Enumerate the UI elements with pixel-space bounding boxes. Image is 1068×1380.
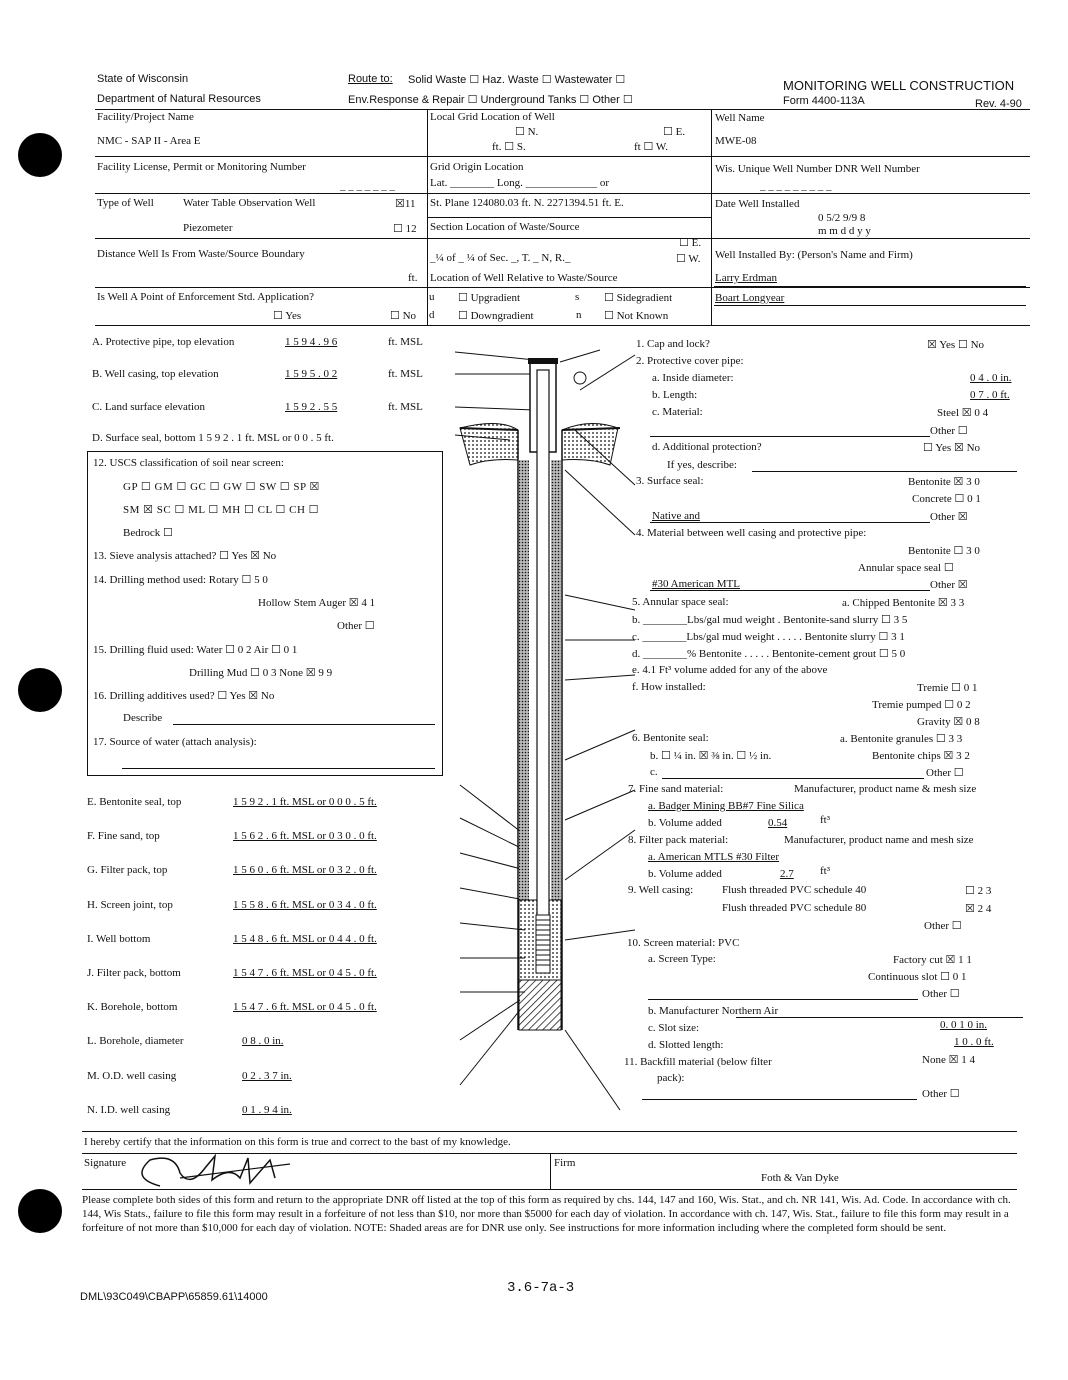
local-grid-n: ☐ N. [515, 126, 539, 138]
item-6a: a. Bentonite granules ☐ 3 3 [840, 733, 963, 745]
state-label: State of Wisconsin [97, 73, 189, 85]
item-11-pack: pack): [657, 1072, 685, 1084]
section-15: 15. Drilling fluid used: Water ☐ 0 2 Air ☐ 0 1 [93, 644, 298, 656]
item-10d-value: 1 0 . 0 ft. [954, 1036, 994, 1048]
item-2a-value: 0 4 . 0 in. [970, 372, 1012, 384]
piezometer-label: Piezometer [183, 222, 233, 234]
item-c-value: 1 5 9 2 . 5 5 [285, 401, 338, 413]
item-3-other: Other ☒ [930, 511, 968, 523]
item-b-label: B. Well casing, top elevation [92, 368, 219, 380]
section-location-value: _¼ of _ ¼ of Sec. _, T. _ N, R._ [430, 252, 571, 264]
item-5c: c. ________Lbs/gal mud weight . . . . . Bentonite slurry ☐ 3 1 [632, 631, 905, 643]
item-10a-other: Other ☐ [922, 988, 960, 1000]
lat-long: Lat. ________ Long. _____________ or [430, 177, 610, 189]
item-3-concrete: Concrete ☐ 0 1 [912, 493, 981, 505]
local-grid-label: Local Grid Location of Well [430, 111, 555, 123]
firm-label: Firm [554, 1157, 576, 1169]
item-e-label: E. Bentonite seal, top [87, 796, 182, 808]
item-10b: b. Manufacturer Northern Air [648, 1005, 779, 1017]
item-10d: d. Slotted length: [648, 1039, 724, 1051]
form-title: MONITORING WELL CONSTRUCTION [783, 78, 1015, 93]
item-6c: c. [650, 766, 658, 778]
item-2-label: 2. Protective cover pipe: [636, 355, 744, 367]
section-17: 17. Source of water (attach analysis): [93, 736, 257, 748]
item-5f-gravity: Gravity ☒ 0 8 [917, 716, 980, 728]
relative-not-known: ☐ Not Known [604, 310, 669, 322]
section-w: ☐ W. [676, 253, 701, 265]
installer-name: Larry Erdman [715, 272, 777, 284]
item-2d-label: d. Additional protection? [652, 441, 762, 453]
form-number: Form 4400-113A [783, 95, 865, 107]
item-2b-label: b. Length: [652, 389, 698, 401]
item-2c-other: Other ☐ [930, 425, 968, 437]
item-l-label: L. Borehole, diameter [87, 1035, 184, 1047]
uscs-row-2: SM ☒ SC ☐ ML ☐ MH ☐ CL ☐ CH ☐ [123, 504, 320, 516]
item-e-value: 1 5 9 2 . 1 ft. MSL or 0 0 0 . 5 ft. [233, 796, 377, 808]
section-12-label: 12. USCS classification of soil near screen: [93, 457, 284, 469]
item-10a-factory: Factory cut ☒ 1 1 [893, 954, 972, 966]
item-j-value: 1 5 4 7 . 6 ft. MSL or 0 4 5 . 0 ft. [233, 967, 377, 979]
item-9-other: Other ☐ [924, 920, 962, 932]
item-8b-unit: ft³ [820, 865, 831, 877]
item-i-label: I. Well bottom [87, 933, 151, 945]
uscs-row-1: GP ☐ GM ☐ GC ☐ GW ☐ SW ☐ SP ☒ [123, 481, 320, 493]
item-10c-value: 0. 0 1 0 in. [940, 1019, 988, 1031]
item-7-label: 7. Fine sand material: [628, 783, 724, 795]
item-1-value: ☒ Yes ☐ No [927, 339, 985, 351]
punch-hole [18, 1189, 62, 1233]
relative-upgradient: ☐ Upgradient [458, 292, 521, 304]
well-diagram [440, 340, 640, 1120]
item-3-bentonite: Bentonite ☒ 3 0 [908, 476, 980, 488]
item-2c-label: c. Material: [652, 406, 703, 418]
item-5b: b. ________Lbs/gal mud weight . Bentonite-sand slurry ☐ 3 5 [632, 614, 908, 626]
installed-by-label: Well Installed By: (Person's Name and Firm) [715, 249, 913, 261]
route-line-2: Env.Response & Repair ☐ Underground Tanks ☐ Other ☐ [348, 94, 633, 106]
signature [120, 1148, 300, 1193]
item-n-label: N. I.D. well casing [87, 1104, 171, 1116]
date-installed-label: Date Well Installed [715, 198, 800, 210]
well-name-label: Well Name [715, 112, 765, 124]
item-8b: b. Volume added [648, 868, 722, 880]
item-k-label: K. Borehole, bottom [87, 1001, 178, 1013]
item-g-value: 1 5 6 0 . 6 ft. MSL or 0 3 2 . 0 ft. [233, 864, 377, 876]
item-f-value: 1 5 6 2 . 6 ft. MSL or 0 3 0 . 0 ft. [233, 830, 377, 842]
type-of-well-code: ☒11 [395, 198, 416, 210]
item-11-label: 11. Backfill material (below filter [624, 1056, 772, 1068]
relative-location-label: Location of Well Relative to Waste/Source [430, 272, 618, 284]
item-9b-value: ☒ 2 4 [965, 903, 992, 915]
item-a-label: A. Protective pipe, top elevation [92, 336, 235, 348]
item-n-value: 0 1 . 9 4 in. [242, 1104, 292, 1116]
item-11-other: Other ☐ [922, 1088, 960, 1100]
item-d: D. Surface seal, bottom 1 5 9 2 . 1 ft. MSL or 0 0 . 5 ft. [92, 432, 334, 444]
facility-label: Facility/Project Name [97, 111, 194, 123]
date-format: m m d d y y [818, 225, 871, 237]
item-7-header: Manufacturer, product name & mesh size [794, 783, 977, 795]
file-path: DML\93C049\CBAPP\65859.61\14000 [80, 1291, 268, 1303]
item-f-label: F. Fine sand, top [87, 830, 160, 842]
enforcement-yes: ☐ Yes [273, 310, 302, 322]
item-m-value: 0 2 . 3 7 in. [242, 1070, 292, 1082]
item-3-native: Native and [652, 510, 700, 522]
item-a-unit: ft. MSL [388, 336, 423, 348]
item-8b-value: 2.7 [780, 868, 794, 880]
item-2a-label: a. Inside diameter: [652, 372, 734, 384]
relative-d: d [429, 309, 435, 321]
enforcement-label: Is Well A Point of Enforcement Std. Application? [97, 291, 315, 303]
local-grid-w: ft ☐ W. [634, 141, 669, 153]
item-5f: f. How installed: [632, 681, 706, 693]
section-15-mud: Drilling Mud ☐ 0 3 None ☒ 9 9 [189, 667, 333, 679]
date-installed-value: 0 5/2 9/9 8 [818, 212, 866, 224]
item-5a: a. Chipped Bentonite ☒ 3 3 [842, 597, 965, 609]
item-6b: b. ☐ ¼ in. ☒ ⅜ in. ☐ ½ in. [650, 750, 772, 762]
item-9a-value: ☐ 2 3 [965, 885, 992, 897]
punch-hole [18, 133, 62, 177]
type-of-well-value: Water Table Observation Well [183, 197, 316, 209]
section-16-describe: Describe [123, 712, 163, 724]
distance-label: Distance Well Is From Waste/Source Boundary [97, 248, 305, 260]
relative-downgradient: ☐ Downgradient [458, 310, 534, 322]
instructions-notice: Please complete both sides of this form and return to the appropriate DNR off listed at the top of this form as required by chs. 144, 147 and 160, Wis. Stat., and ch. NR 141, Wis. Ad. Code. In accordance with ch. 144, Wis Stats., failure to file this form may result in a forfeiture of not less than $10, nor more than $5000 for each day of violation. In accordance with ch. 147, Wis. Stat., failure to file this form may result in a forfeiture of not more than $10,000 for each day of violation. NOTE: Shaded areas are for DNR use only. See instructions for more information including where the completed form should be sent. [82, 1194, 1011, 1234]
item-a-value: 1 5 9 4 . 9 6 [285, 336, 338, 348]
item-7b-unit: ft³ [820, 814, 831, 826]
item-1-label: 1. Cap and lock? [636, 338, 710, 350]
distance-ft: ft. [408, 272, 418, 284]
state-plane-coords: St. Plane 124080.03 ft. N. 2271394.51 ft. E. [430, 197, 624, 209]
item-10a-continuous: Continuous slot ☐ 0 1 [868, 971, 967, 983]
certification-text: I hereby certify that the information on this form is true and correct to the bast of my knowledge. [84, 1136, 511, 1148]
license-value: _ _ _ _ _ _ _ [340, 180, 395, 192]
item-7b-value: 0.54 [768, 817, 788, 829]
item-h-label: H. Screen joint, top [87, 899, 173, 911]
item-i-value: 1 5 4 8 . 6 ft. MSL or 0 4 4 . 0 ft. [233, 933, 377, 945]
facility-value: NMC - SAP II - Area E [97, 135, 201, 147]
form-revision: Rev. 4-90 [975, 98, 1022, 110]
section-14: 14. Drilling method used: Rotary ☐ 5 0 [93, 574, 268, 586]
punch-hole [18, 668, 62, 712]
relative-s: s [575, 291, 580, 303]
item-9b: Flush threaded PVC schedule 80 [722, 902, 867, 914]
item-4-label: 4. Material between well casing and protective pipe: [636, 527, 867, 539]
license-label: Facility License, Permit or Monitoring Number [97, 161, 306, 173]
item-2b-value: 0 7 . 0 ft. [970, 389, 1010, 401]
item-g-label: G. Filter pack, top [87, 864, 168, 876]
item-k-value: 1 5 4 7 . 6 ft. MSL or 0 4 5 . 0 ft. [233, 1001, 377, 1013]
item-7b: b. Volume added [648, 817, 722, 829]
item-10a: a. Screen Type: [648, 953, 716, 965]
section-14-other: Other ☐ [337, 620, 375, 632]
item-3-label: 3. Surface seal: [636, 475, 704, 487]
uscs-row-3: Bedrock ☐ [123, 527, 173, 539]
local-grid-s: ft. ☐ S. [492, 141, 526, 153]
dept-label: Department of Natural Resources [97, 93, 261, 105]
relative-sidegradient: ☐ Sidegradient [604, 292, 673, 304]
page-reference: 3.6-7a-3 [507, 1280, 575, 1296]
item-11-none: None ☒ 1 4 [922, 1054, 975, 1066]
item-9a: Flush threaded PVC schedule 40 [722, 884, 867, 896]
item-4-other: Other ☒ [930, 579, 968, 591]
item-5-label: 5. Annular space seal: [632, 596, 729, 608]
section-13: 13. Sieve analysis attached? ☐ Yes ☒ No [93, 550, 277, 562]
item-8-header: Manufacturer, product name and mesh size [784, 834, 974, 846]
item-b-value: 1 5 9 5 . 0 2 [285, 368, 338, 380]
item-2d-if: If yes, describe: [667, 459, 737, 471]
item-4-annular: Annular space seal ☐ [858, 562, 954, 574]
soil-info-box [87, 451, 443, 776]
section-e: ☐ E. [679, 237, 702, 249]
relative-n: n [576, 309, 582, 321]
enforcement-no: ☐ No [390, 310, 417, 322]
item-c-label: C. Land surface elevation [92, 401, 206, 413]
item-10-label: 10. Screen material: PVC [627, 937, 740, 949]
signature-label: Signature [84, 1157, 127, 1169]
item-m-label: M. O.D. well casing [87, 1070, 177, 1082]
item-6b-chips: Bentonite chips ☒ 3 2 [872, 750, 970, 762]
item-5f-pumped: Tremie pumped ☐ 0 2 [872, 699, 971, 711]
item-5f-tremie: Tremie ☐ 0 1 [917, 682, 978, 694]
well-name-value: MWE-08 [715, 135, 757, 147]
unique-number-label: Wis. Unique Well Number DNR Well Number [715, 163, 920, 175]
piezometer-code: ☐ 12 [393, 223, 417, 235]
item-2d-value: ☐ Yes ☒ No [923, 442, 981, 454]
grid-origin-label: Grid Origin Location [430, 161, 524, 173]
type-of-well-label: Type of Well [97, 197, 154, 209]
item-4-material: #30 American MTL [652, 578, 740, 590]
item-8-label: 8. Filter pack material: [628, 834, 729, 846]
item-6c-other: Other ☐ [926, 767, 964, 779]
route-to-label: Route to: [348, 73, 393, 85]
section-14-auger: Hollow Stem Auger ☒ 4 1 [258, 597, 376, 609]
route-line-1: Solid Waste ☐ Haz. Waste ☐ Wastewater ☐ [408, 74, 626, 86]
local-grid-e: ☐ E. [663, 126, 686, 138]
section-location-label: Section Location of Waste/Source [430, 221, 580, 233]
item-j-label: J. Filter pack, bottom [87, 967, 181, 979]
item-b-unit: ft. MSL [388, 368, 423, 380]
item-5d: d. ________% Bentonite . . . . . Bentonite-cement grout ☐ 5 0 [632, 648, 906, 660]
item-h-value: 1 5 5 8 . 6 ft. MSL or 0 3 4 . 0 ft. [233, 899, 377, 911]
item-c-unit: ft. MSL [388, 401, 423, 413]
item-10c: c. Slot size: [648, 1022, 700, 1034]
relative-u: u [429, 291, 435, 303]
item-l-value: 0 8 . 0 in. [242, 1035, 284, 1047]
item-5e: e. 4.1 Ft³ volume added for any of the above [632, 664, 828, 676]
unique-number-value: _ _ _ _ _ _ _ _ _ [760, 180, 832, 192]
installer-firm: Boart Longyear [715, 292, 785, 304]
item-4-bentonite: Bentonite ☐ 3 0 [908, 545, 980, 557]
firm-value: Foth & Van Dyke [761, 1172, 839, 1184]
item-8a: a. American MTLS #30 Filter [648, 851, 780, 863]
item-9-label: 9. Well casing: [628, 884, 694, 896]
item-2c-steel: Steel ☒ 0 4 [937, 407, 989, 419]
item-6-label: 6. Bentonite seal: [632, 732, 709, 744]
item-7a: a. Badger Mining BB#7 Fine Silica [648, 800, 804, 812]
section-16: 16. Drilling additives used? ☐ Yes ☒ No [93, 690, 275, 702]
